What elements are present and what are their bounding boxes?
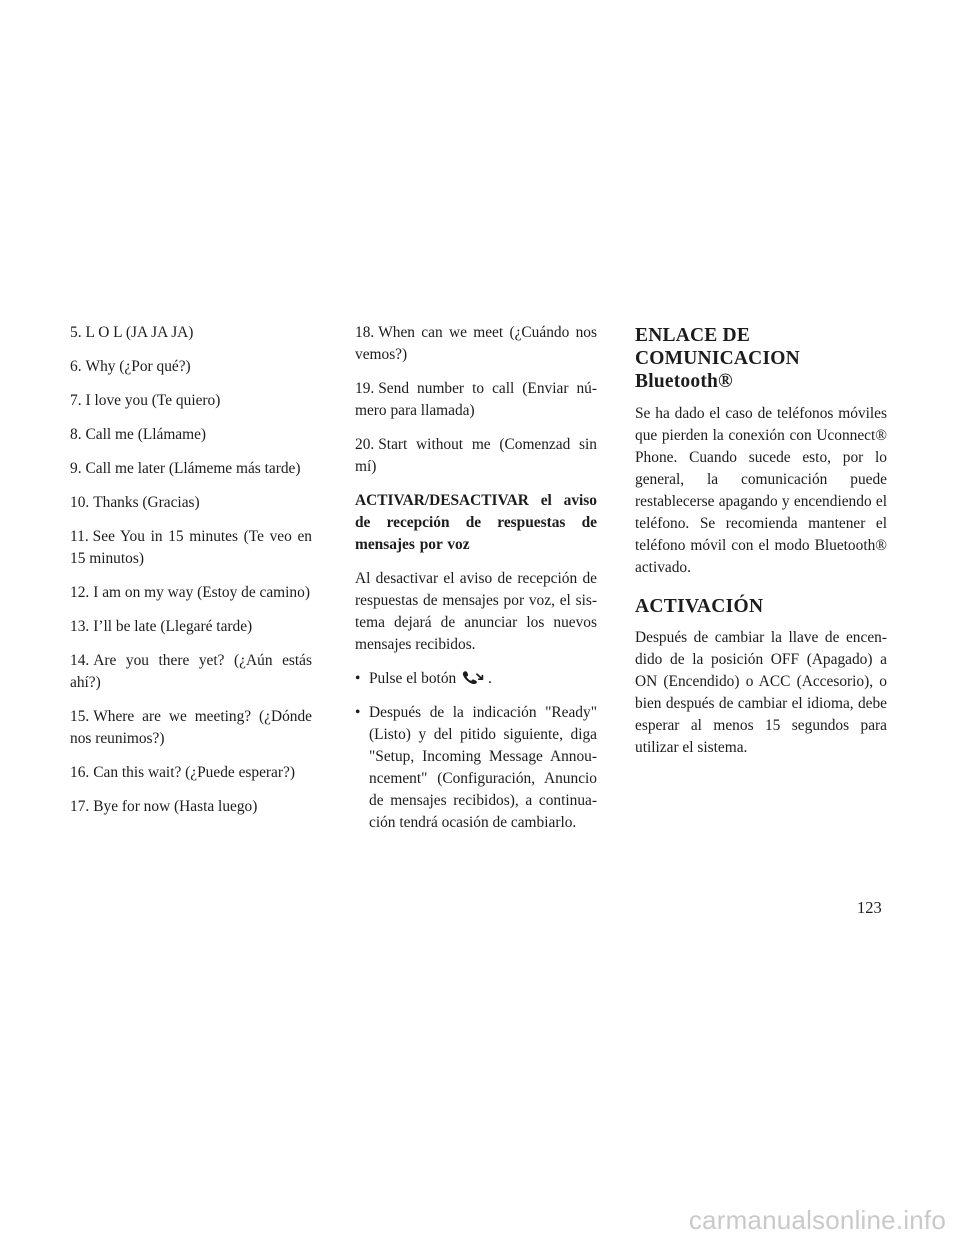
list-item: 10. Thanks (Gracias) (70, 494, 200, 511)
bullet-dot: • (355, 704, 361, 721)
voice-reply-notice-subheading: ACTIVAR/DESACTIVAR el aviso de recepción de respuestas de mensajes por voz (355, 492, 597, 553)
middle-column (355, 322, 597, 846)
list-item: 8. Call me (Llámame) (70, 426, 207, 443)
right-column (635, 324, 887, 771)
list-item: 7. I love you (Te quiero) (70, 392, 221, 409)
bullet-dot: • (355, 670, 361, 687)
message-list-part1 (70, 322, 312, 818)
list-item: 19. Send number to call (Enviar número para llamada) (355, 380, 597, 419)
instruction-bullets (355, 668, 597, 834)
list-item: 13. I’ll be late (Llegaré tarde) (70, 618, 253, 635)
site-watermark: carmanualsonline.info (688, 1205, 946, 1235)
bluetooth-link-heading: ENLACE DE COMUNICACION Bluetooth® (635, 325, 800, 392)
list-item: 15. Where are we meeting? (¿Dónde nos reunimos?) (70, 708, 312, 747)
message-list-part2 (355, 322, 597, 478)
page-number: 123 (857, 898, 882, 917)
list-item: 16. Can this wait? (¿Puede esperar?) (70, 764, 295, 781)
list-item: 12. I am on my way (Estoy de camino) (70, 584, 310, 601)
list-item: 18. When can we meet (¿Cuándo nos vemos?) (355, 324, 597, 363)
list-item: 11. See You in 15 minutes (Te veo en 15 minutos) (70, 528, 312, 567)
activation-heading: ACTIVACIÓN (635, 596, 764, 617)
list-item: 5. L O L (JA JA JA) (70, 324, 194, 341)
left-column (70, 322, 312, 830)
list-item: 14. Are you there yet? (¿Aún estás ahí?) (70, 652, 312, 691)
list-item: 6. Why (¿Por qué?) (70, 358, 191, 375)
list-item: 20. Start without me (Comenzad sin mí) (355, 436, 597, 475)
activation-paragraph: Después de cambiar la llave de encendido de la posición OFF (Apagado) a ON (Encendido) o ACC (Accesorio), o bien después de cambiar el idioma, debe esperar al menos 15 segundos para utilizar el sistema. (635, 629, 887, 756)
list-item: 9. Call me later (Llámeme más tarde) (70, 460, 301, 477)
list-item: 17. Bye for now (Hasta luego) (70, 798, 258, 815)
bullet-press-button: • Pulse el botón . (355, 668, 597, 690)
phone-handset-icon (462, 670, 484, 684)
bullet-after-ready: • Después de la indicación "Ready" (Listo) y del pitido siguiente, diga "Setup, Incoming Message Announcement" (Configuración, Anuncio de mensajes recibidos), a continuación tendrá ocasión de cambiarlo. (355, 704, 597, 831)
voice-reply-notice-paragraph: Al desactivar el aviso de recepción de respuestas de mensajes por voz, el sistema dejará de anunciar los nuevos mensajes recibidos. (355, 570, 597, 653)
bluetooth-link-paragraph: Se ha dado el caso de teléfonos móviles que pierden la conexión con Uconnect® Phone. Cuando sucede esto, por lo general, la comunicación puede restablecerse apagando y encendiendo el teléfono. Se recomienda mantener el teléfono móvil con el modo Bluetooth® activado. (635, 405, 887, 576)
